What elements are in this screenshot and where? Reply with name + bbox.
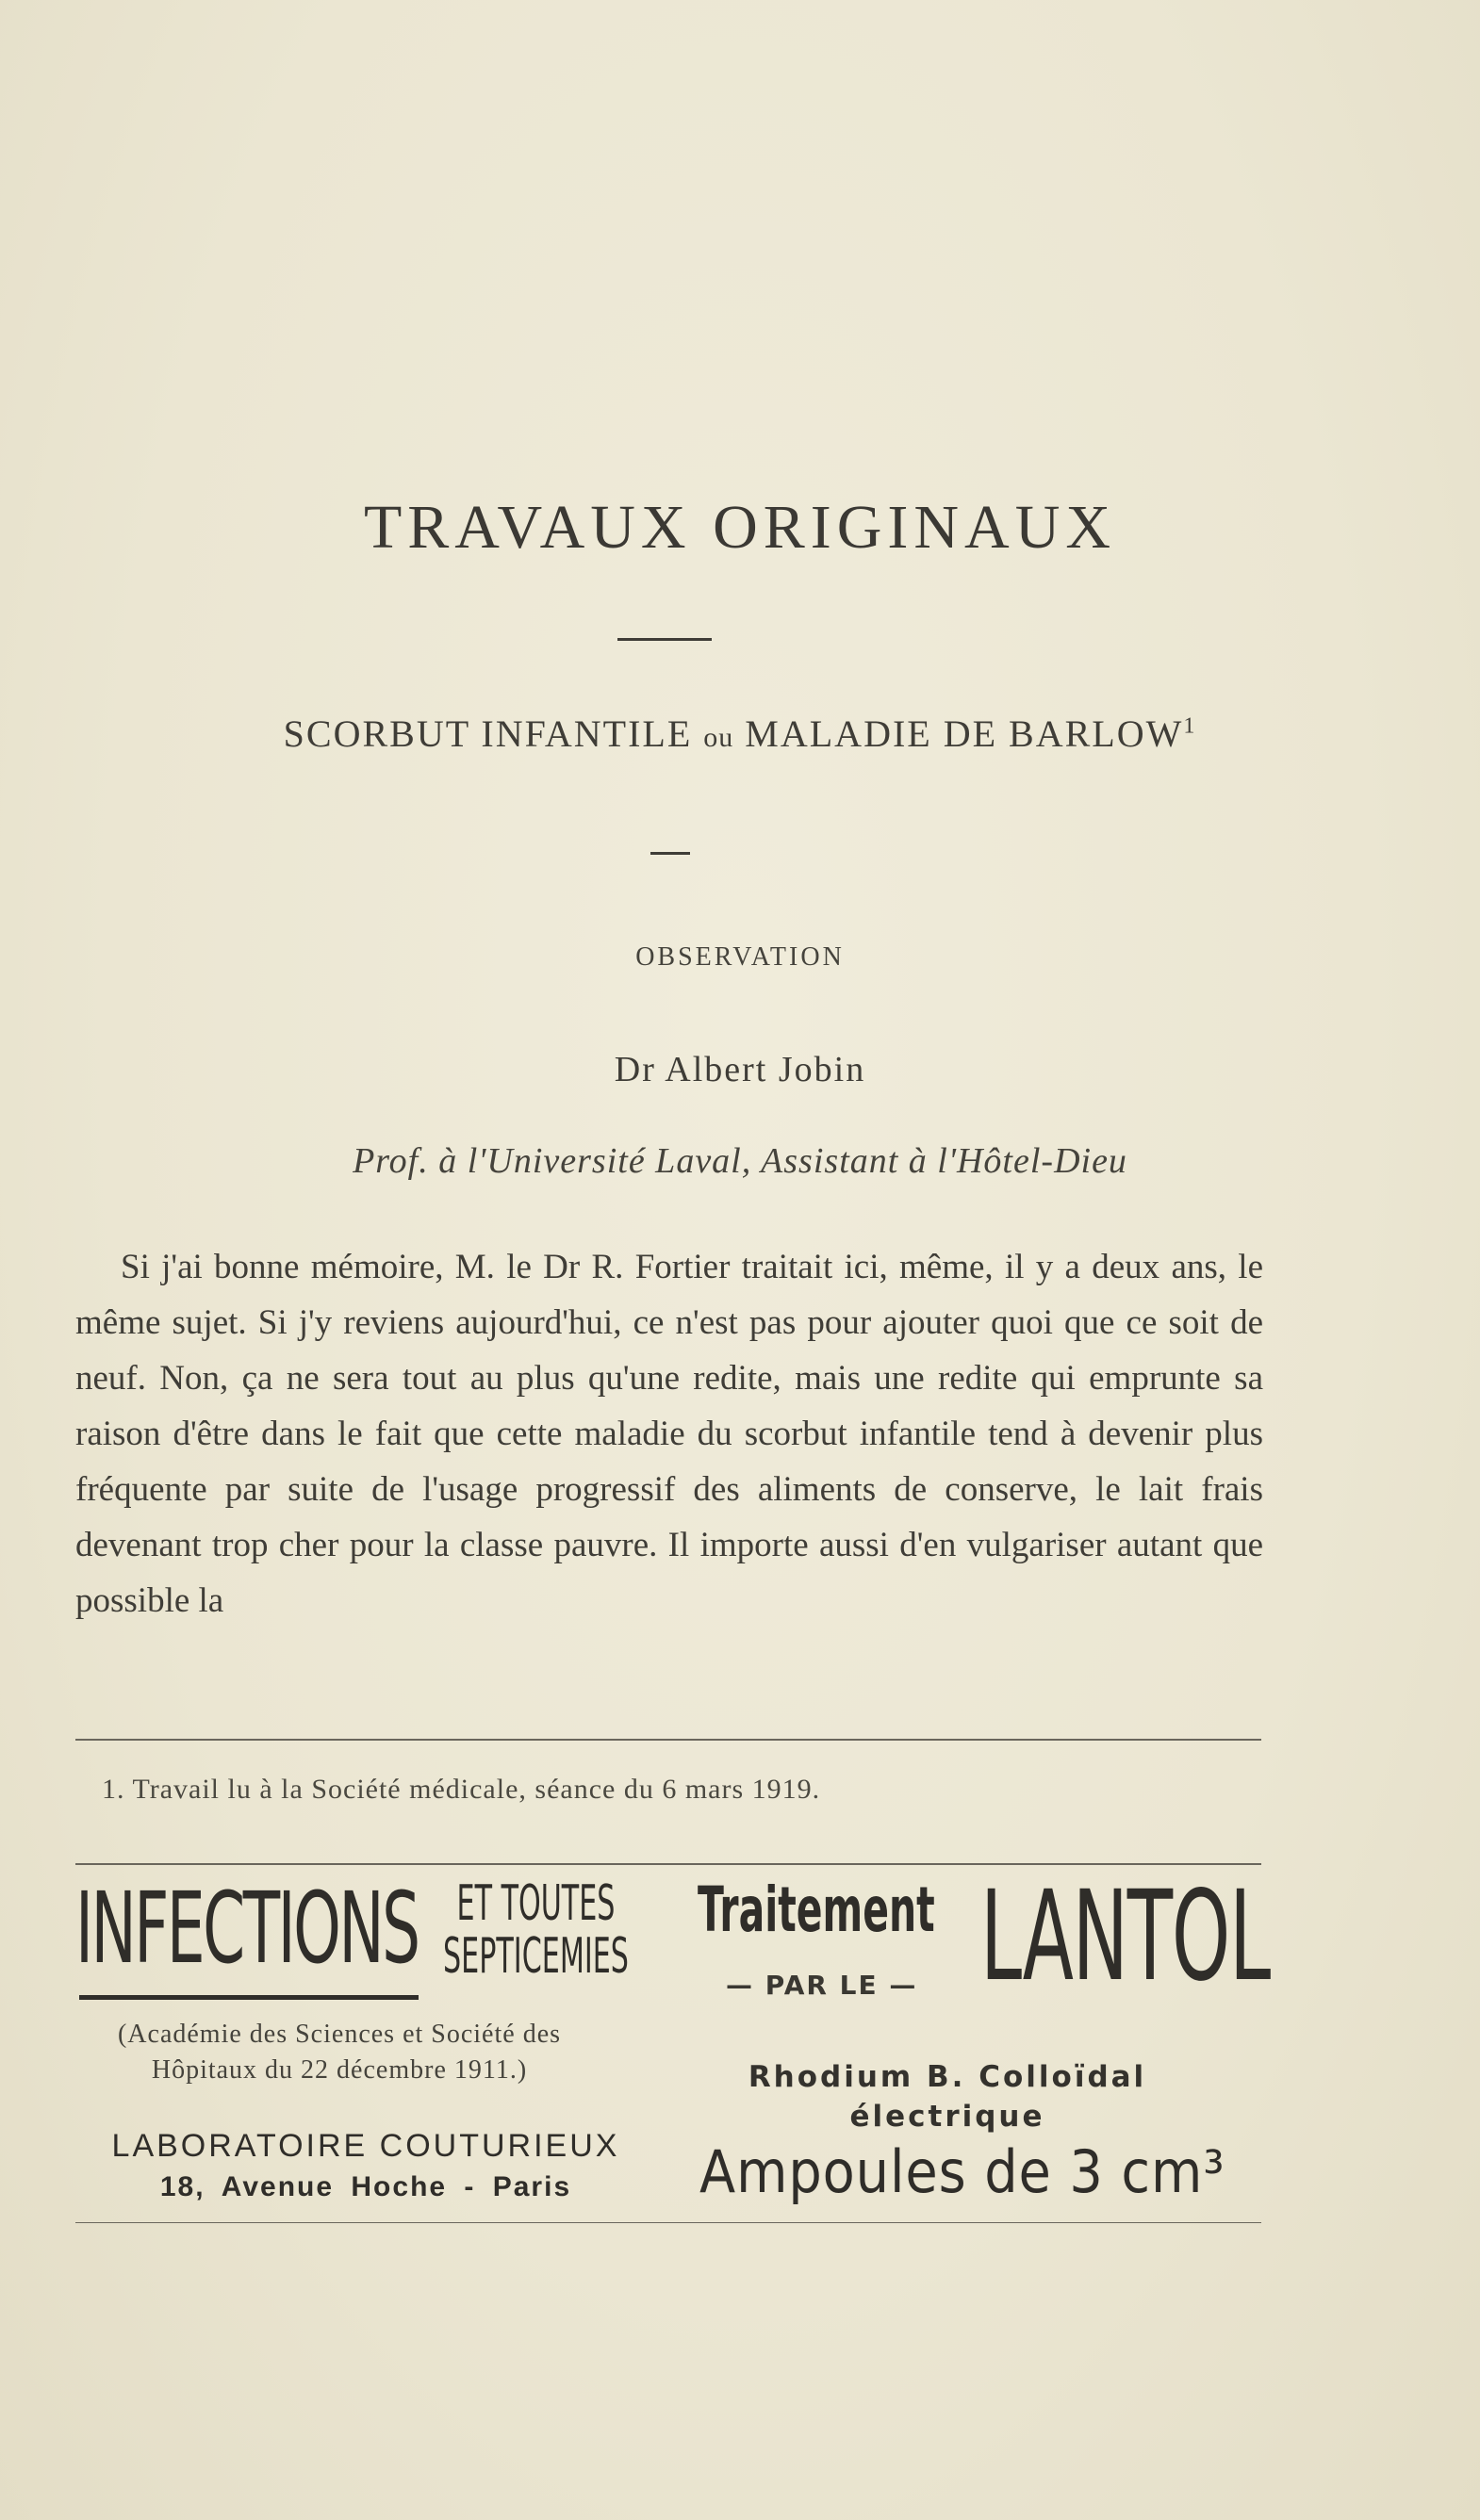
author-affiliation: Prof. à l'Université Laval, Assistant à l'Hôtel-Dieu	[353, 1141, 1127, 1181]
ad-rhodium-line1: Rhodium B. Colloïdal	[748, 2060, 1147, 2094]
ad-laboratory-name: LABORATOIRE COUTURIEUX	[111, 2128, 620, 2164]
ad-academie-note: (Académie des Sciences et Société des Hôpitaux du 22 décembre 1911.)	[117, 2020, 562, 2085]
ad-bottom-divider	[75, 2222, 1261, 2223]
ad-headline: INFECTIONS	[75, 1871, 419, 1986]
article-subtitle	[0, 712, 1480, 756]
ad-rhodium-line2: électrique	[849, 2100, 1045, 2134]
ad-headline-secondary-line1: ET TOUTES	[456, 1875, 616, 1932]
ad-laboratory	[74, 2125, 658, 2208]
subtitle-connector: ou	[703, 722, 734, 753]
ad-headline-secondary	[443, 1877, 629, 1983]
ad-address: 18, Avenue Hoche - Paris	[159, 2171, 572, 2202]
ad-par-le: — PAR LE —	[726, 1970, 918, 2001]
ad-headline-underline	[79, 1995, 419, 2000]
ad-treatment: Traitement	[698, 1874, 935, 1946]
ad-product-name: LANTOL	[980, 1864, 1271, 2009]
footnote-marker: 1	[1183, 713, 1197, 739]
title-rule	[617, 638, 712, 641]
ad-ampoules: Ampoules de 3 cm³	[699, 2137, 1225, 2206]
ad-rhodium	[702, 2057, 1192, 2136]
footnote-text: 1. Travail lu à la Société médicale, séance du 6 mars 1919.	[102, 1774, 821, 1805]
subtitle-rule	[650, 852, 690, 855]
subtitle-part2: MALADIE DE BARLOW	[745, 712, 1184, 755]
author-name: Dr Albert Jobin	[614, 1050, 866, 1089]
subtitle-part1: SCORBUT INFANTILE	[283, 712, 693, 755]
ad-headline-secondary-line2: SEPTICEMIES	[443, 1928, 629, 1985]
body-paragraph: Si j'ai bonne mémoire, M. le Dr R. Fortier traitait ici, même, il y a deux ans, le même sujet. Si j'y reviens aujourd'hui, ce n'est pas pour ajouter quoi que ce soit de neuf. Non, ça ne sera tout au plus qu'une redite, mais une redite qui emprunte sa raison d'être dans le fait que cette maladie du scorbut infantile tend à devenir plus fréquente par suite de l'usage progressif des aliments de conserve, le lait frais devenant trop cher pour la classe pauvre. Il importe aussi d'en vulgariser autant que possible la	[75, 1248, 1263, 1620]
observation-label: OBSERVATION	[635, 942, 845, 972]
article-body	[75, 1239, 1263, 1628]
footnote-divider	[75, 1739, 1261, 1741]
section-title: TRAVAUX ORIGINAUX	[363, 493, 1117, 562]
